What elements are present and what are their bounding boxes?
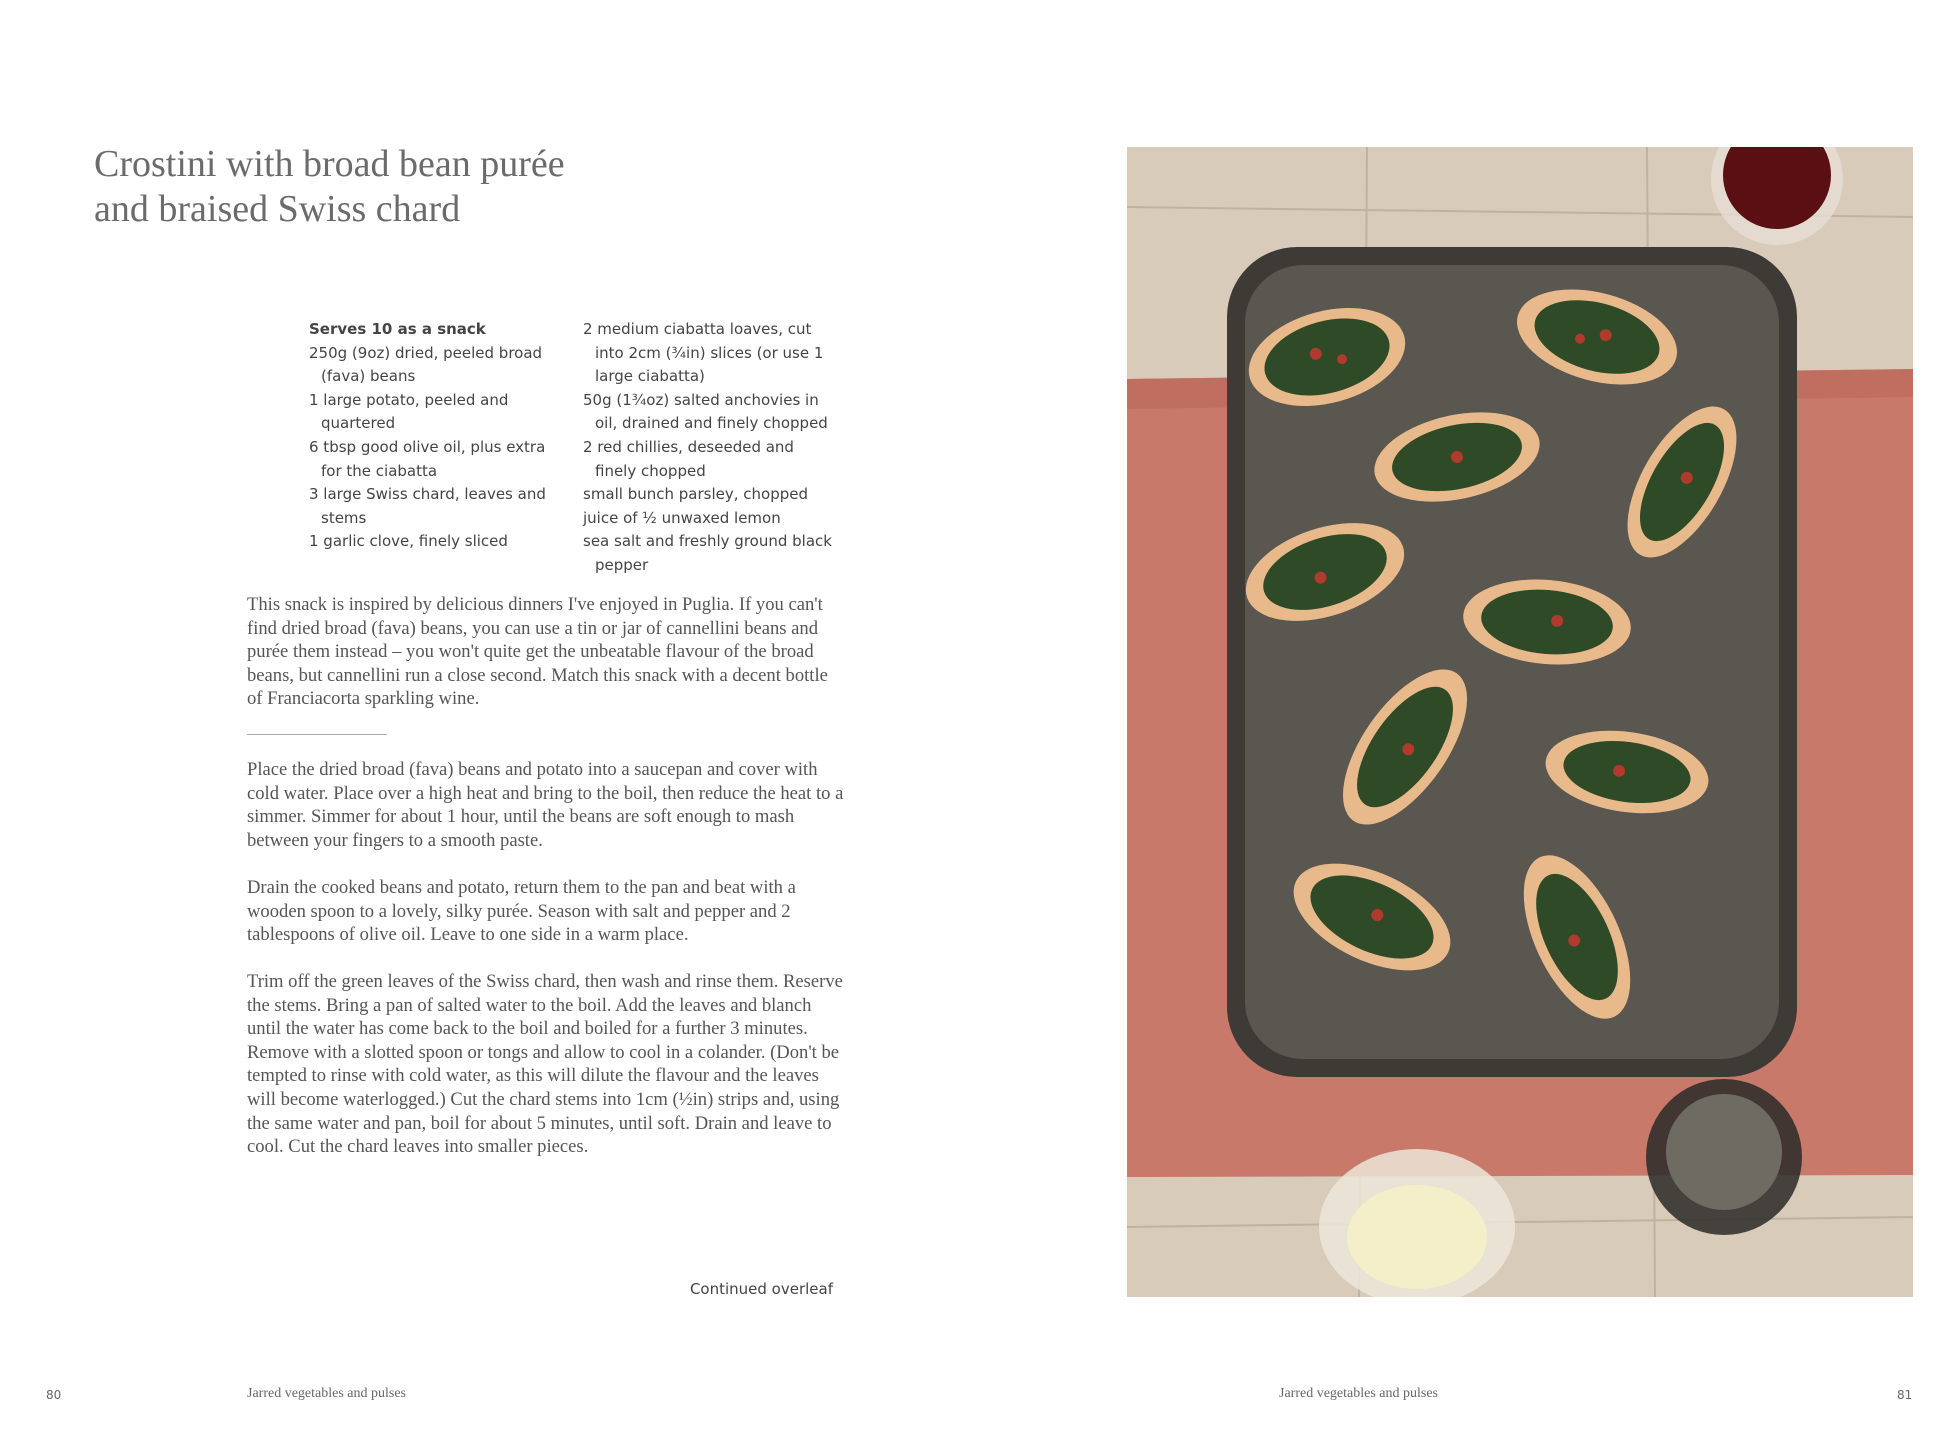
section-footer-right: Jarred vegetables and pulses: [1279, 1386, 1438, 1401]
ingredient-item: 3 large Swiss chard, leaves and stems: [309, 485, 546, 527]
ingredients-right-column: [583, 318, 839, 578]
page-number-left: 80: [46, 1388, 62, 1402]
ingredient-item: 1 garlic clove, finely sliced: [309, 532, 508, 551]
ingredient-item: 6 tbsp good olive oil, plus extra for the ciabatta: [309, 437, 546, 480]
intro-paragraph: This snack is inspired by delicious dinners I've enjoyed in Puglia. If you can't find dried broad (fava) beans, you can use a tin or jar of cannellini beans and purée them instead – you won't quite get the unbeatable flavour of the broad beans, but cannellini run a close second. Match this snack with a decent bottle of Franciacorta sparkling wine.: [247, 594, 828, 710]
ingredient-item: small bunch parsley, chopped: [583, 485, 809, 504]
recipe-title-line2: and braised Swiss chard: [94, 188, 461, 230]
method-step: Place the dried broad (fava) beans and potato into a saucepan and cover with cold water. Place over a high heat and bring to the boil, then reduce the heat to a simmer. Simmer for about 1 hour, until the beans are soft enough to mash between your fingers to a smooth paste.: [247, 759, 844, 851]
ingredient-item: 50g (1¾oz) salted anchovies in oil, drained and finely chopped: [583, 390, 828, 433]
serves-label: Serves 10 as a snack: [309, 320, 486, 338]
divider-rule: [247, 734, 387, 735]
method-step: Trim off the green leaves of the Swiss chard, then wash and rinse them. Reserve the stems. Bring a pan of salted water to the boil. Add the leaves and blanch until the water has come back to the boil and boiled for a further 3 minutes. Remove with a slotted spoon or tongs and allow to cool in a colander. (Don't be tempted to rinse with cold water, as this will dilute the flavour and the leaves will become waterlogged.) Cut the chard stems into 1cm (½in) strips and, using the same water and pan, boil for about 5 minutes, until soft. Drain and leave to cool. Cut the chard leaves into smaller pieces.: [247, 971, 843, 1158]
recipe-title-line1: Crostini with broad bean purée: [94, 143, 565, 185]
ingredient-item: 1 large potato, peeled and quartered: [309, 390, 509, 433]
continued-overleaf-note: Continued overleaf: [689, 1280, 833, 1298]
ingredients-left-column: [309, 318, 549, 554]
section-footer-left: Jarred vegetables and pulses: [247, 1386, 406, 1401]
photo-illustration: [1127, 147, 1913, 1297]
ingredient-item: sea salt and freshly ground black pepper: [583, 532, 832, 574]
ingredient-item: 2 medium ciabatta loaves, cut into 2cm (¾in) slices (or use 1 large ciabatta): [583, 320, 824, 386]
page-number-right: 81: [1897, 1388, 1913, 1402]
crostini-photo: [1127, 147, 1913, 1297]
ingredient-item: juice of ½ unwaxed lemon: [583, 508, 781, 527]
ingredient-item: 250g (9oz) dried, peeled broad (fava) beans: [309, 343, 543, 386]
recipe-title: [94, 142, 794, 232]
ingredients-block: [309, 318, 839, 578]
method-step: Drain the cooked beans and potato, return them to the pan and beat with a wooden spoon to a lovely, silky purée. Season with salt and pepper and 2 tablespoons of olive oil. Leave to one side in a warm place.: [247, 877, 796, 946]
ingredient-item: 2 red chillies, deseeded and finely chopped: [583, 437, 794, 480]
